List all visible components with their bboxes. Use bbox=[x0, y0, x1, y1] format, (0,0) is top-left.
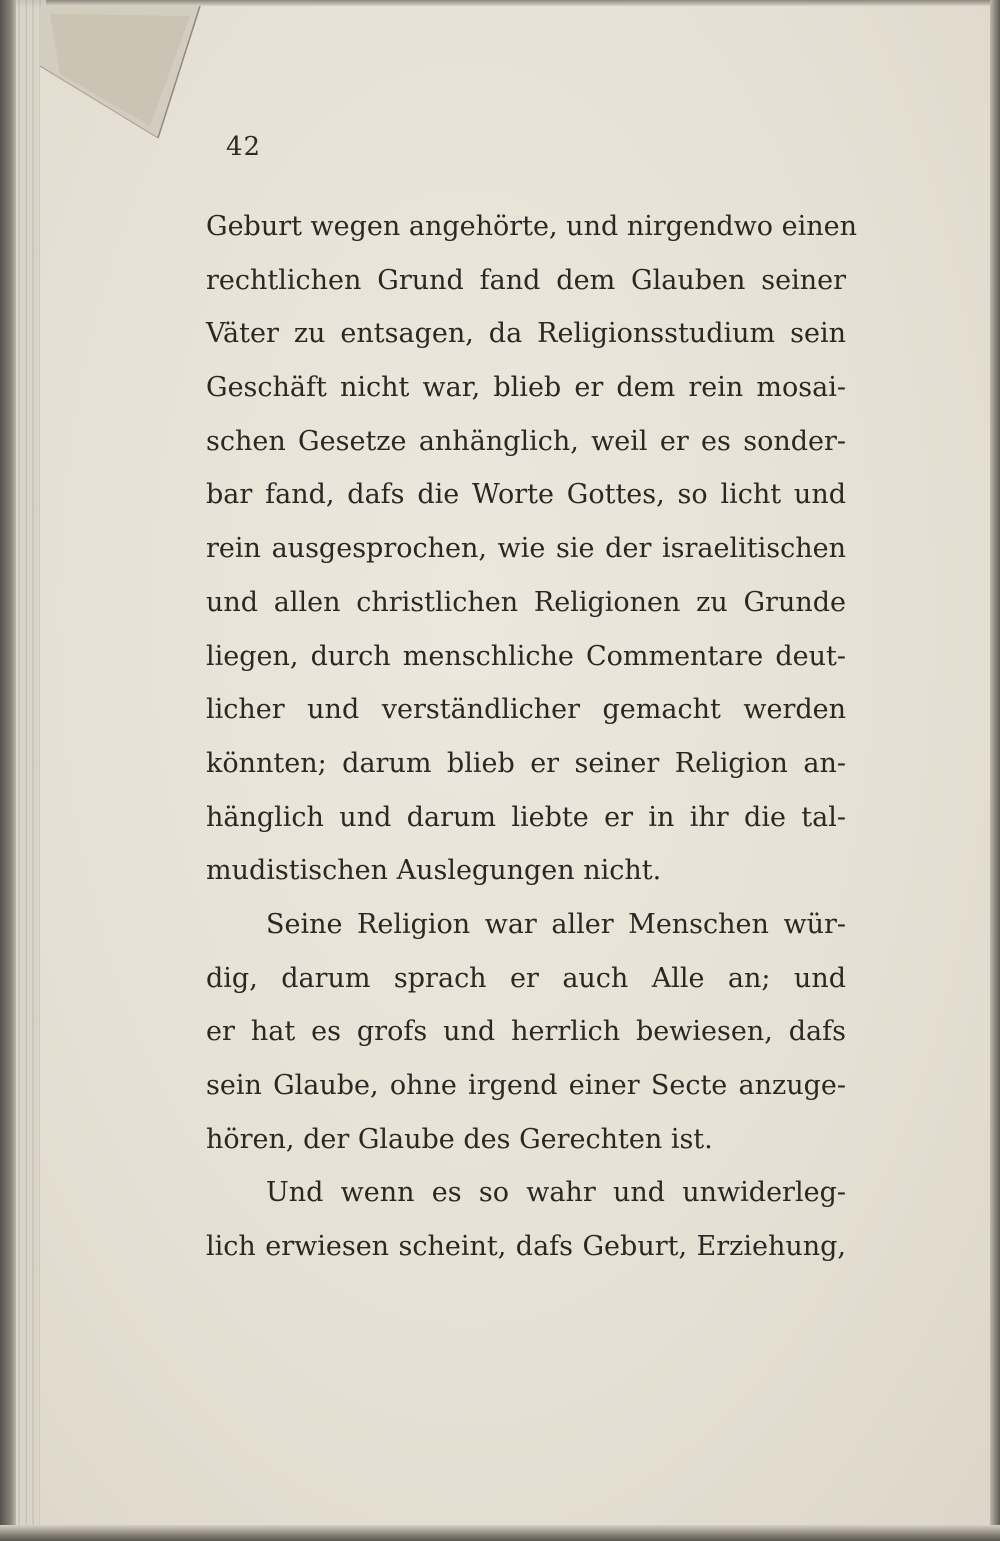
text-line: rein ausgesprochen, wie sie der israelitischen bbox=[206, 533, 846, 565]
text-line: Geschäft nicht war, blieb er dem rein mosai- bbox=[206, 372, 846, 404]
body-text bbox=[206, 200, 858, 1274]
text-line: hänglich und darum liebte er in ihr die tal- bbox=[206, 801, 846, 833]
scan-border-right bbox=[990, 0, 1000, 1541]
text-line: schen Gesetze anhänglich, weil er es sonder- bbox=[206, 425, 846, 457]
text-line: bar fand, dafs die Worte Gottes, so licht und bbox=[206, 479, 846, 511]
text-line: Seine Religion war aller Menschen wür- bbox=[266, 908, 846, 940]
page-number: 42 bbox=[226, 132, 262, 162]
text-line: dig, darum sprach er auch Alle an; und bbox=[206, 962, 846, 994]
text-line: liegen, durch menschliche Commentare deut- bbox=[206, 640, 846, 672]
text-line: könnten; darum blieb er seiner Religion an- bbox=[206, 747, 846, 779]
text-line: er hat es grofs und herrlich bewiesen, dafs bbox=[206, 1016, 846, 1048]
text-line: Väter zu entsagen, da Religionsstudium sein bbox=[206, 318, 846, 350]
folded-corner bbox=[40, 6, 215, 146]
scan-border-bottom bbox=[0, 1525, 1000, 1541]
text-line: lich erwiesen scheint, dafs Geburt, Erziehung, bbox=[206, 1231, 846, 1263]
text-line: Geburt wegen angehörte, und nirgendwo einen bbox=[206, 211, 858, 242]
text-line: und allen christlichen Religionen zu Grunde bbox=[206, 586, 846, 618]
text-line: rechtlichen Grund fand dem Glauben seiner bbox=[206, 264, 846, 296]
text-line: mudistischen Auslegungen nicht. bbox=[206, 855, 662, 887]
text-line: sein Glaube, ohne irgend einer Secte anzuge- bbox=[206, 1070, 846, 1101]
text-line: Und wenn es so wahr und unwiderleg- bbox=[266, 1177, 846, 1209]
scan-border-left bbox=[0, 0, 16, 1541]
text-line: hören, der Glaube des Gerechten ist. bbox=[206, 1123, 713, 1155]
text-line: licher und verständlicher gemacht werden bbox=[206, 694, 846, 726]
